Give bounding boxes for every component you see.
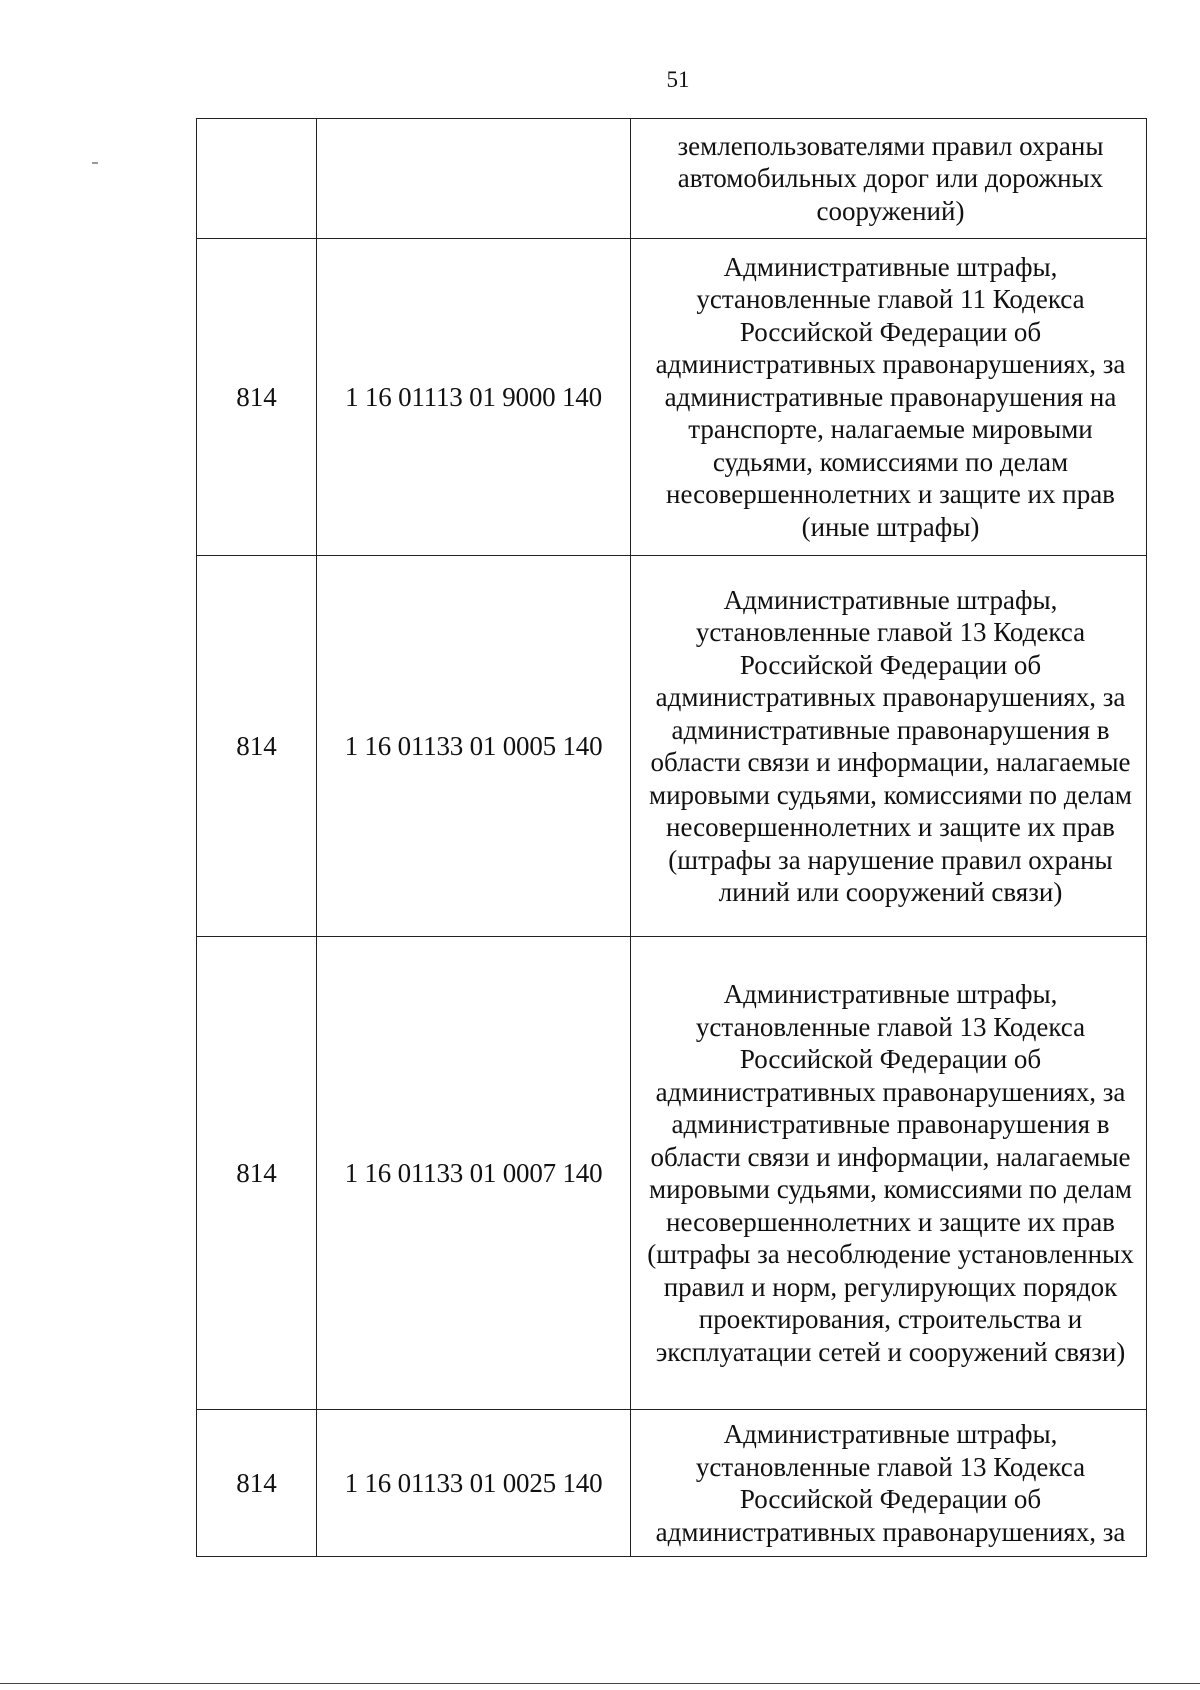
kbk-code-cell: 1 16 01113 01 9000 140 xyxy=(317,239,631,556)
table-row xyxy=(197,937,1147,1410)
page-number: 51 xyxy=(666,67,690,92)
description-cell: Административные штрафы, установленные главой 11 Кодекса Российской Федерации об административных правонарушениях, за административные правонарушения на транспорте, налагаемые мировыми судьями, комиссиями по делам несовершеннолетних и защите их прав (иные штрафы) xyxy=(631,239,1147,556)
description-cell: Административные штрафы, установленные главой 13 Кодекса Российской Федерации об административных правонарушениях, за административные правонарушения в области связи и информации, налагаемые мировыми судьями, комиссиями по делам несовершеннолетних и защите их прав (штрафы за несоблюдение установленных правил и норм, регулирующих порядок проектирования, строительства и эксплуатации сетей и сооружений связи) xyxy=(631,937,1147,1410)
kbk-code-cell: 1 16 01133 01 0025 140 xyxy=(317,1410,631,1557)
table-row xyxy=(197,239,1147,556)
admin-code-cell: 814 xyxy=(197,937,317,1410)
admin-code-cell: 814 xyxy=(197,239,317,556)
revenue-codes-table xyxy=(196,118,1147,1557)
table-row xyxy=(197,1410,1147,1557)
bottom-edge-line xyxy=(0,1683,1200,1684)
table-row xyxy=(197,556,1147,937)
description-cell: Административные штрафы, установленные главой 13 Кодекса Российской Федерации об административных правонарушениях, за административные правонарушения в области связи и информации, налагаемые мировыми судьями, комиссиями по делам несовершеннолетних и защите их прав (штрафы за нарушение правил охраны линий или сооружений связи) xyxy=(631,556,1147,937)
description-cell: Административные штрафы, установленные главой 13 Кодекса Российской Федерации об административных правонарушениях, за xyxy=(631,1410,1147,1557)
admin-code-cell: 814 xyxy=(197,1410,317,1557)
admin-code-cell: 814 xyxy=(197,556,317,937)
kbk-code-cell xyxy=(317,119,631,239)
table-row xyxy=(197,119,1147,239)
description-cell: землепользователями правил охраны автомобильных дорог или дорожных сооружений) xyxy=(631,119,1147,239)
kbk-code-cell: 1 16 01133 01 0007 140 xyxy=(317,937,631,1410)
admin-code-cell xyxy=(197,119,317,239)
scan-speck xyxy=(92,162,98,164)
kbk-code-cell: 1 16 01133 01 0005 140 xyxy=(317,556,631,937)
